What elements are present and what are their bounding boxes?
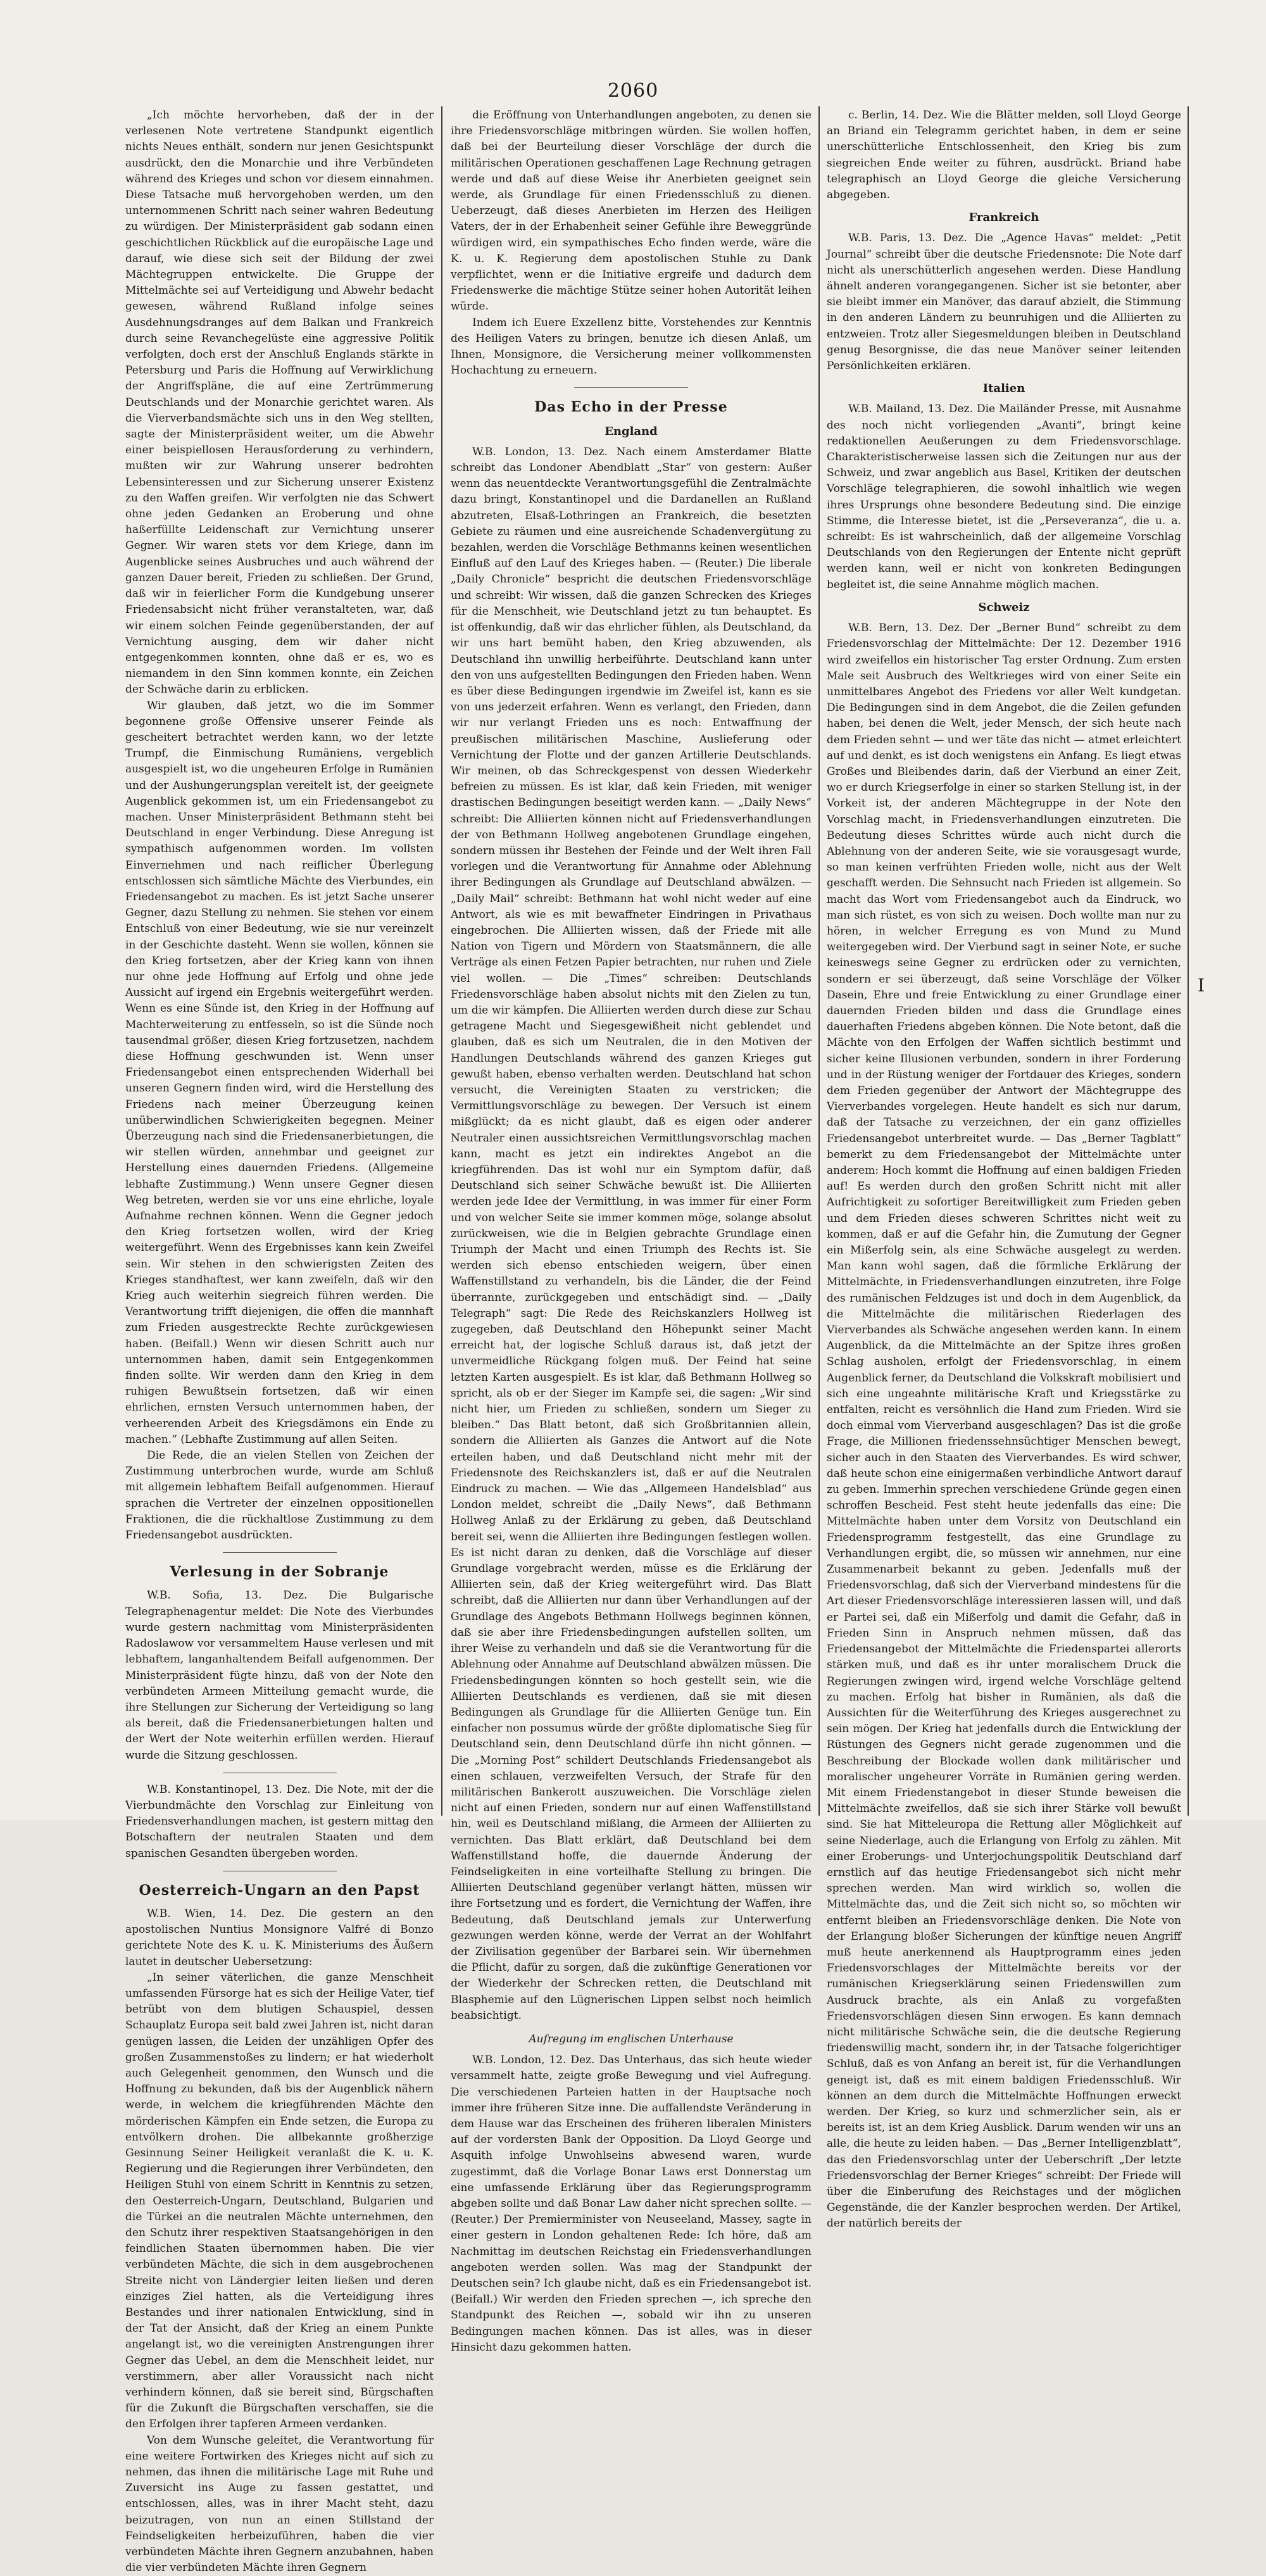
sobranje-paragraph-1: W.B. Sofia, 13. Dez. Die Bulgarische Telegraphenagentur meldet: Die Note des Vierbundes wurde gestern nachmittag vom Ministerpräsidenten Radoslawow vor versammeltem Hause verlesen und mit lebhaftem, langanhaltendem Beifall aufgenommen. Der Ministerpräsident fügte hinzu, daß von der Note den verbündeten Armeen Mitteilung gemacht wurde, die ihre Stellungen zur Sicherung der Verteidigung so lang als bereit, daß die Friedensanerbietungen halten und der Wert der Note weiterhin erfüllen werden. Hierauf wurde die Sitzung geschlossen.	[125, 1589, 434, 1762]
subhead-schweiz: Schweiz	[978, 600, 1030, 614]
column-1	[125, 108, 434, 2575]
section-divider	[574, 387, 688, 388]
papst-paragraph-3: Von dem Wunsche geleitet, die Verantwortung für eine weitere Fortwirken des Krieges nicht auf sich zu nehmen, das ihnen die militärische Lage mit Ruhe und Zuversicht ins Auge zu fassen gestattet, und entschlossen, alles, was in ihrer Macht steht, dazu beizutragen, von nun an einen Stillstand der Feindseligkeiten herbeizuführen, haben die vier verbündeten Mächte ihren Gegnern anzubahnen, haben die vier verbündeten Mächte ihren Gegnern	[125, 2434, 434, 2575]
column-2	[451, 108, 812, 2354]
england-paragraph: W.B. London, 13. Dez. Nach einem Amsterdamer Blatte schreibt das Londoner Abendblatt „Star“ von gestern: Außer wenn das neuentdeckte Verantwortungsgefühl die Zentralmächte dazu bringt, Konstantinopel und die Dardanellen an Rußland abzutreten, Elsaß-Lothringen an Frankreich, die besetzten Gebiete zu räumen und eine ausreichende Schadenvergütung zu bezahlen, werden die Vorschläge Bethmanns keinen wesentlichen Einfluß auf den Lauf des Krieges haben. — (Reuter.) Die liberale „Daily Chronicle“ bespricht die deutschen Friedensvorschläge und schreibt: Wir wissen, daß die ganzen Schrecken des Krieges für die Menschheit, wie Deutschland jetzt zu tun behauptet. Es ist offenkundig, daß wir das ehrlicher fühlen, als Deutschland, da wir uns hart bemüht haben, den Krieg abzuwenden, als Deutschland ihn unwillig herbeiführte. Deutschland kann unter den von uns aufgestellten Bedingungen den Frieden haben. Wenn es über diese Bedingungen irgendwie im Zweifel ist, kann es sie von uns jederzeit erfahren. Wenn es verlangt, den Frieden, dann wir nur verlangt Frieden uns es noch: Entwaffnung der preußischen militärischen Maschine, Auslieferung oder Vernichtung der Flotte und der ganzen Artillerie Deutschlands. Wir meinen, ob das Schreckgespenst von dessen Wiederkehr befreien zu müssen. Es ist klar, daß kein Frieden, mit weniger drastischen Bedingungen beseitigt werden kann. — „Daily News“ schreibt: Die Alliierten können nicht auf Friedensverhandlungen der von Bethmann Hollweg angebotenen Grundlage eingehen, sondern müssen ihr Bestehen der Feinde und der Welt ihren Fall vorlegen und die Verantwortung für Annahme oder Ablehnung ihrer Bedingungen als Grundlage auf Deutschland abwälzen. — „Daily Mail“ schreibt: Bethmann hat wohl nicht weder auf eine Antwort, als wie es mit bewaffneter Eindringen in Privathaus eingebrochen. Die Alliierten wissen, daß der Friede mit alle Nation von Tigern und Mördern von Staatsmännern, die alle Verträge als einen Fetzen Papier betrachten, nur ruhen und Ziele viel wollen. — Die „Times“ schreiben: Deutschlands Friedensvorschläge haben absolut nichts mit den Zielen zu tun, um die wir kämpfen. Die Alliierten werden durch diese zur Schau getragene Macht und Siegesgewißheit nicht geblendet und glauben, daß es sich um Neutralen, die in den Motiven der Handlungen Deutschlands während des ganzen Krieges gut gewußt haben, ebenso verhalten werden. Deutschland hat schon versucht, die Vereinigten Staaten zu verstricken; die Vermittlungsvorschläge zu bewegen. Der Versuch ist einem mißglückt; da es nicht glaubt, daß es eigen oder anderer Neutraler einen aussichtsreichen Vermittlungsvorschlag machen kann, macht es jetzt ein indirektes Angebot an die kriegführenden. Das ist wohl nur ein Symptom dafür, daß Deutschland sich seiner Schwäche bewußt ist. Die Alliierten werden jede Idee der Vermittlung, in was immer für einer Form und von welcher Seite sie immer kommen möge, solange absolut zurückweisen, wie die in Belgien gebrachte Grundlage einen Triumph der Macht und einen Triumph des Rechts ist. Sie werden sich ebenso entschieden weigern, über einen Waffenstillstand zu verhandeln, bis die Länder, die der Feind überrannte, zurückgegeben und entschädigt sind. — „Daily Telegraph“ sagt: Die Rede des Reichskanzlers Hollweg ist zugegeben, daß Deutschland den Höhepunkt seiner Macht erreicht hat, der logische Schluß daraus ist, daß jetzt der unvermeidliche Rückgang folgen muß. Der Feind hat seine letzten Karten ausgespielt. Es ist klar, daß Bethmann Hollweg so spricht, als ob er der Sieger im Kampfe sei, die sagen: „Wir sind nicht hier, um Frieden zu schließen, sondern um Sieger zu bleiben.“ Das Blatt betont, daß sich Großbritannien allein, sondern die Alliierten als Ganzes die Antwort auf die Note erteilen haben, und daß Deutschland nicht mehr mit der Friedensnote des Reichskanzlers ist, daß er auf die Neutralen Eindruck zu machen. — Wie das „Allgemeen Handelsblad“ aus London meldet, schreibt die „Daily News“, daß Bethmann Hollweg Anlaß zu der Erklärung zu geben, daß Deutschland bereit sei, wenn die Alliierten ihre Bedingungen festlegen wollen. Es ist nicht daran zu denken, daß die Vorschläge auf dieser Grundlage vorgebracht werden, müsse es die Erklärung der Alliierten sein, daß der Krieg weitergeführt wird. Das Blatt schreibt, daß die Alliierten nur dann über Verhandlungen auf der Grundlage des Angebots Bethmann Hollwegs beginnen können, daß sie aber ihre Friedensbedingungen aufstellen sollten, um ihrer Weise zu verhandeln und daß sie die Verantwortung für die Ablehnung oder Annahme auf Deutschland abwälzen müssen. Die Friedensbedingungen könnten so hoch gestellt sein, wie die Alliierten Deutschlands es verdienen, daß sie mit diesen Bedingungen als Grundlage für die Alliierten Genüge tun. Ein einfacher non possumus würde der größte diplomatische Sieg für Deutschland sein, denn Deutschland dürfe ihn nicht gönnen. — Die „Morning Post“ schildert Deutschlands Friedensangebot als einen schlauen, verzweifelten Versuch, der Strafe für den militärischen Bankerott auszuweichen. Die Vorschläge zielen nicht auf einen Frieden, sondern nur auf einen Waffenstillstand hin, weil es Deutschland mißlang, die Armeen der Alliierten zu vernichten. Das Blatt erklärt, daß Deutschland bei dem Waffenstillstand hoffe, die dauernde Änderung der Feindseligkeiten in eine vorteilhafte Stellung zu bringen. Die Alliierten Deutschland gegenüber verlangt hätten, müssen wir ihre Fortsetzung und es fordert, die Vernichtung der Waffen, ihre Bedeutung, daß Deutschland jemals zur Unterwerfung gezwungen werden könne, werde der Verrat an der Wohlfahrt der Zivilisation gegenüber der Barbarei sein. Wir übernehmen die Pflicht, dafür zu sorgen, daß die zukünftige Generationen vor der Wiederkehr der Schrecken retten, die Deutschland mit Blasphemie auf den Lügnerischen Lippen selbst noch heimlich beabsichtigt.	[451, 445, 812, 2022]
column-rule-right	[818, 106, 820, 1816]
speech-paragraph-2: Wir glauben, daß jetzt, wo die im Sommer begonnene große Offensive unserer Feinde als gescheitert betrachtet werden kann, wo der letzte Trumpf, die Einmischung Rumäniens, vergeblich ausgespielt ist, wo die ungeheuren Erfolge in Rumänien und der Aushungerungsplan vereitelt ist, der geeignete Augenblick gekommen ist, um ein Friedensangebot zu machen. Unser Ministerpräsident Bethmann steht bei Deutschland in enger Verbindung. Diese Anregung ist sympathisch aufgenommen worden. Im vollsten Einvernehmen und nach reiflicher Überlegung entschlossen sich sämtliche Mächte des Vierbundes, ein Friedensangebot zu machen. Es ist jetzt Sache unserer Gegner, dazu Stellung zu nehmen. Sie stehen vor einem Entschluß von einer Bedeutung, wie sie nur vereinzelt in der Geschichte dasteht. Wenn sie wollen, können sie den Krieg fortsetzen, aber der Krieg kann von ihnen nur ohne jede Hoffnung auf Erfolg und ohne jede Aussicht auf irgend ein Ergebnis weitergeführt werden. Wenn es eine Sünde ist, den Krieg in der Hoffnung auf Machterweiterung zu entfesseln, so ist die Sünde noch tausendmal größer, diesen Krieg fortzusetzen, nachdem diese Hoffnung geschwunden ist. Wenn unser Friedensangebot einen entsprechenden Widerhall bei unseren Gegnern finden wird, wird die Herstellung des Friedens nach meiner Überzeugung keinen unüberwindlichen Schwierigkeiten begegnen. Meiner Überzeugung nach sind die Friedensanerbietungen, die wir stellen würden, annehmbar und geeignet zur Herstellung eines dauernden Friedens. (Allgemeine lebhafte Zustimmung.) Wenn unsere Gegner diesen Weg betreten, werden sie vor uns eine ehrliche, loyale Aufnahme rechnen können. Wenn die Gegner jedoch den Krieg fortsetzen wollen, wird der Krieg weitergeführt. Wenn des Ergebnisses kann kein Zweifel sein. Wir stehen in den schwierigsten Zeiten des Krieges standhaftest, wer kann zweifeln, daß wir den Krieg auch weiterhin siegreich führen werden. Die Verantwortung trifft diejenigen, die offen die mannhaft zum Frieden ausgestreckte Rechte zurückgewiesen haben. (Beifall.) Wenn wir diesen Schritt auch nur unternommen haben, damit sein Entgegenkommen finden sollte. Wir werden dann den Krieg in dem ruhigen Bewußtsein fortsetzen, daß wir einen ehrlichen, ernsten Versuch unternommen haben, der verheerenden Arbeit des Kriegsdämons ein Ende zu machen.“ (Lebhafte Zustimmung auf allen Seiten.	[125, 699, 434, 1446]
subhead-england: England	[605, 424, 658, 438]
speech-paragraph-3: Die Rede, die an vielen Stellen von Zeichen der Zustimmung unterbrochen wurde, wurde am Schluß mit allgemein lebhaftem Beifall aufgenommen. Hierauf sprachen die Vertreter der einzelnen oppositionellen Fraktionen, die die rückhaltlose Zustimmung zu dem Friedensangebot ausdrückten.	[125, 1449, 434, 1542]
margin-mark: I	[1198, 975, 1205, 996]
headline-echo-presse: Das Echo in der Presse	[534, 399, 728, 416]
outer-edge-rule	[1188, 106, 1189, 1816]
papst-continued-paragraph: die Eröffnung von Unterhandlungen angeboten, zu denen sie ihre Friedensvorschläge mitbringen würden. Sie wollen hoffen, daß bei der Beurteilung dieser Vorschläge der durch die militärischen Operationen geschaffenen Lage Rechnung getragen werde und daß auf diese Weise ihr Anerbieten geeignet sein werde, als Grundlage für einen Friedensschluß zu dienen. Ueberzeugt, daß dieses Anerbieten im Herzen des Heiligen Vaters, der in der Erhabenheit seiner Gefühle ihre Beweggründe würdigen wird, ein sympathisches Echo finden werde, wäre die K. u. K. Regierung dem apostolischen Stuhle zu Dank verpflichtet, wenn er die Initiative ergreife und dadurch dem Friedenswerke die mächtige Stütze seiner hohen Autorität leihen würde.	[451, 109, 812, 313]
berlin-paragraph: c. Berlin, 14. Dez. Wie die Blätter melden, soll Lloyd George an Briand ein Telegramm gerichtet haben, in dem er seine unerschütterliche Entschlossenheit, den Krieg bis zum siegreichen Ende weiter zu führen, ausdrückt. Briand habe telegraphisch an Lloyd George die gleiche Versicherung abgegeben.	[827, 109, 1181, 202]
headline-sobranje: Verlesung in der Sobranje	[170, 1564, 389, 1581]
italien-paragraph: W.B. Mailand, 13. Dez. Die Mailänder Presse, mit Ausnahme des noch nicht vorliegenden „Avanti“, bringt keine redaktionellen Aeußerungen zu dem Friedensvorschlage. Charakteristischerweise lassen sich die Zeitungen nur aus der Schweiz, und zwar angeblich aus Basel, Kritiken der deutschen Vorschläge telegraphieren, die sowohl inhaltlich wie wegen ihres Ursprungs ohne besondere Bedeutung sind. Die einzige Stimme, die Interesse bietet, ist die „Perseveranza“, die u. a. schreibt: Es ist wahrscheinlich, daß der allgemeine Vorschlag Deutschlands von den Regierungen der Entente nicht geprüft werden kann, weil er nicht von konkreten Bedingungen begleitet ist, die seine Annahme möglich machen.	[827, 403, 1181, 591]
papst-closing-paragraph: Indem ich Euere Exzellenz bitte, Vorstehendes zur Kenntnis des Heiligen Vaters zu bringen, benutze ich diesen Anlaß, um Ihnen, Monsignore, die Versicherung meiner vollkommensten Hochachtung zu erneuern.	[451, 316, 812, 377]
subhead-frankreich: Frankreich	[968, 211, 1039, 225]
papst-paragraph-2: „In seiner väterlichen, die ganze Menschheit umfassenden Fürsorge hat es sich der Heilige Vater, tief betrübt von dem blutigen Schauspiel, dessen Schauplatz Europa seit bald zwei Jahren ist, nicht daran genügen lassen, die Leiden der unzähligen Opfer des großen Zusammenstoßes zu lindern; er hat wiederholt auch Gelegenheit genommen, den Wunsch und die Hoffnung zu bekunden, daß bis der Augenblick nähern werde, in welchem die kriegführenden Mächte den mörderischen Kämpfen ein Ende setzen, die Europa zu entvölkern drohen. Die allbekannte großherzige Gesinnung Seiner Heiligkeit veranlaßt die K. u. K. Regierung und die Regierungen ihrer Verbündeten, den Heiligen Stuhl von einem Schritt in Kenntnis zu setzen, den Oesterreich-Ungarn, Deutschland, Bulgarien und die Türkei an die neutralen Mächte unternehmen, den den Schutz ihrer respektiven Staatsangehörigen in den feindlichen Staaten übernommen haben. Die vier verbündeten Mächte, die sich in dem ausgebrochenen Streite nicht von Ländergier leiten ließen und deren einziges Ziel hatten, als die Verteidigung ihres Bestandes und ihrer nationalen Entwicklung, sind in der Tat der Ansicht, daß der Krieg an einem Punkte angelangt ist, wo die vereinigten Anstrengungen ihrer Gegner das Uebel, an dem die Menschheit leidet, nur verstimmern, aber aller Voraussicht nach nicht verhindern können, daß sie bereit sind, Bürgschaften für die Zukunft die Bürgschaften verschaffen, sie die den Erfolgen ihrer tapferen Armeen verdanken.	[125, 1971, 434, 2431]
unterhaus-paragraph: W.B. London, 12. Dez. Das Unterhaus, das sich heute wieder versammelt hatte, zeigte große Bewegung und viel Aufregung. Die verschiedenen Parteien hatten in der Hauptsache noch immer ihre früheren Sitze inne. Die auffallendste Veränderung in dem Hause war das Erscheinen des früheren liberalen Ministers auf der vordersten Bank der Opposition. Da Lloyd George und Asquith infolge Unwohlseins abwesend waren, wurde zugestimmt, daß die Vorlage Bonar Laws erst Donnerstag um eine umfassende Erklärung über das Regierungsprogramm abgeben sollte und daß Bonar Law daher nicht sprechen sollte. — (Reuter.) Der Premierminister von Neuseeland, Massey, sagte in einer gestern in London gehaltenen Rede: Ich höre, daß am Nachmittag im deutschen Reichstag ein Friedensverhandlungen angeboten werden sollen. Was mag der Standpunkt der Deutschen sein? Ich glaube nicht, daß es ein Friedensangebot ist. (Beifall.) Wir werden den Frieden sprechen —, ich spreche den Standpunkt des Reichen —, sobald wir ihn zu unseren Bedingungen machen können. Das ist alles, was in dieser Hinsicht dazu gekommen hatten.	[451, 2054, 812, 2354]
papst-paragraph-1: W.B. Wien, 14. Dez. Die gestern an den apostolischen Nuntius Monsignore Valfré di Bonzo gerichtete Note des K. u. K. Ministeriums des Äußern lautet in deutscher Uebersetzung:	[125, 1907, 434, 1968]
subhead-italien: Italien	[982, 382, 1025, 396]
page-number: 2060	[607, 80, 659, 102]
column-3	[827, 108, 1181, 2230]
frankreich-paragraph: W.B. Paris, 13. Dez. Die „Agence Havas“ meldet: „Petit Journal“ schreibt über die deutsche Friedensnote: Die Note darf nicht als unerschütterlich angesehen werden. Diese Handlung ähnelt anderen vorangegangenen. Sicher ist sie betonter, aber sie bleibt immer ein Manöver, das darauf abzielt, die Stimmung in den anderen Ländern zu beunruhigen und die Alliierten zu entzweien. Trotz aller Siegesmeldungen bleiben in Deutschland genug Besorgnisse, die das neue Manöver seiner leitenden Persönlichkeiten erklären.	[827, 232, 1181, 373]
speech-paragraph-1: „Ich möchte hervorheben, daß der in der verlesenen Note vertretene Standpunkt eigentlich nichts Neues enthält, sondern nur jenen Gesichtspunkt ausdrückt, den die Monarchie und ihre Verbündeten während des Krieges und schon vor diesem einnahmen. Diese Tatsache muß hervorgehoben werden, um den unternommenen Schritt nach seiner wahren Bedeutung zu würdigen. Der Ministerpräsident gab sodann einen geschichtlichen Rückblick auf die europäische Lage und darauf, wie diese sich seit der Bildung der zwei Mächtegruppen entwickelte. Die Gruppe der Mittelmächte sei auf Verteidigung und Abwehr bedacht gewesen, während Rußland infolge seines Ausdehnungsdranges auf dem Balkan und Frankreich durch seine Revanchegelüste eine aggressive Politik verfolgten, doch erst der Anschluß Englands stärkte in Petersburg und Paris die Hoffnung auf Verwirklichung der Angriffspläne, die auf eine Zertrümmerung Deutschlands und der Monarchie gerichtet waren. Als die Vierverbandsmächte sich uns in den Weg stellten, sagte der Ministerpräsident weiter, um die Abwehr einer beispiellosen Herausforderung zu verhindern, mußten wir zur Wahrung unserer bedrohten Lebensinteressen und zur Sicherung unserer Existenz zu den Waffen greifen. Wir verfolgten nie das Schwert ohne jeden Gedanken an Eroberung und ohne haßerfüllte Leidenschaft zur Vernichtung unserer Gegner. Wir waren stets vor dem Kriege, dann im Augenblicke seines Ausbruches und auch während der ganzen Dauer bereit, Frieden zu schließen. Der Grund, daß wir in feierlicher Form die Kundgebung unserer Friedensabsicht nicht früher veranstalteten, war, daß wir einem solchen Feinde gegenüberstanden, der auf Vernichtung ausging, dem wir daher nicht entgegenkommen konnten, ohne daß er es, wo es niemandem in den Sinn kommen konnte, ein Zeichen der Schwäche darin zu erblicken.	[125, 109, 434, 696]
subhead-unterhaus: Aufregung im englischen Unterhause	[529, 2032, 734, 2045]
column-rule-left	[441, 106, 442, 1816]
schweiz-paragraph: W.B. Bern, 13. Dez. Der „Berner Bund“ schreibt zu dem Friedensvorschlag der Mittelmächte: Der 12. Dezember 1916 wird zweifellos ein historischer Tag erster Ordnung. Zum ersten Male seit Ausbruch des Weltkrieges wird von einer Seite ein unmittelbares Angebot des Friedens vor aller Welt kundgetan. Die Bedingungen sind in dem Angebot, die die Zeilen gefunden haben, bei denen die Welt, jeder Mensch, der sich heute nach dem Frieden sehnt — und wer täte das nicht — atmet erleichtert auf und denkt, es ist doch wenigstens ein Anfang. Es liegt etwas Großes und Bleibendes darin, daß der Vierbund an einer Zeit, wo er durch Kriegserfolge in einer so starken Stellung ist, in der Vorkeit ist, der anderen Mächtegruppe in der Note den Vorschlag macht, in Friedensverhandlungen einzutreten. Die Bedeutung dieses Schrittes würde auch nicht durch die Ablehnung von der anderen Seite, wie sie vorausgesagt wurde, so man keinen verfrühten Frieden wolle, nicht aus der Welt geschafft werden. Die Sehnsucht nach Frieden ist allgemein. So macht das Wort vom Friedensangebot auch da Eindruck, wo man sich rüstet, es von sich zu weisen. Doch wollte man nur zu hören, in welcher Erregung es von Mund zu Mund weitergegeben wird. Der Vierbund sagt in seiner Note, er suche keineswegs seine Gegner zu erdrücken oder zu vernichten, sondern er sei überzeugt, daß seine Vorschläge der Völker Dasein, Ehre und freie Entwicklung zu einer Grundlage einer dauernden Frieden bilden und dass die Grundlage eines dauerhaften Friedens abgeben können. Die Note betont, daß die Mächte von den Erfolgen der Waffen sichtlich bestimmt und sicher keine Illusionen verbunden, sondern in ihrer Forderung und in der Rüstung weniger der Fortdauer des Krieges, sondern dem Frieden gegenüber der Antwort der Mächtegruppe des Vierverbandes vorgelegen. Heute handelt es sich nur darum, daß der Tatsache zu verzeichnen, der ein ganz offizielles Friedensangebot unterbreitet wurde. — Das „Berner Tagblatt“ bemerkt zu dem Friedensangebot der Mittelmächte unter anderem: Hoch kommt die Hoffnung auf einen baldigen Frieden auf! Es werden durch den großen Schritt nicht mit aller Aufrichtigkeit zu sofortiger Bereitwilligkeit zum Frieden geben und dem Frieden dieses schweren Schrittes nicht weit zu kommen, daß er auf die Gefahr hin, die Zumutung der Gegner ein Mißerfolg sein, als eine Schwäche ausgelegt zu werden. Man kann wohl sagen, daß die förmliche Erklärung der Mittelmächte, in Friedensverhandlungen einzutreten, ihre Folge des rumänischen Feldzuges ist und doch in dem Augenblick, da die Mittelmächte die militärischen Riederlagen des Vierverbandes als Schwäche angesehen werden kann. In einem Augenblick, da die Mittelmächte an der Spitze ihres großen Schlag ausholen, erfolgt der Friedensvorschlag, in einem Augenblick ferner, da Deutschland die Volkskraft mobilisiert und sich eine ungeahnte militärische Kraft und Kriegsstärke zu entfalten, reicht es versöhnlich die Hand zum Frieden. Wird sie doch einmal vom Vierverband ausgeschlagen? Das ist die große Frage, die Millionen friedenssehnsüchtiger Menschen bewegt, sicher auch in den Staaten des Vierverbandes. Es wird schwer, daß heute schon eine einigermaßen verbindliche Antwort darauf zu geben. Immerhin sprechen verschiedene Gründe gegen einen schroffen Bescheid. Fest steht heute jedenfalls das eine: Die Mittelmächte haben unter dem Vorsitz von Deutschland ein Friedensprogramm festgestellt, das eine Grundlage zu Verhandlungen ergibt, die, so müssen wir annehmen, nur eine Zusammenarbeit bekannt zu geben. Jedenfalls muß der Friedensvorschlag, daß sich der Vierverband mindestens für die Art dieser Friedensvorschläge interessieren lassen will, und daß er Partei sei, daß ein Mißerfolg und damit die Gefahr, daß in Frieden Sinn in Anspruch nehmen müssen, daß das Friedensangebot der Mittelmächte die Friedenspartei allerorts stärken muß, und daß es ihr unter moralischem Druck die Regierungen zwingen wird, irgend welche Vorschläge geltend zu machen. Erfolg hat bisher in Rumänien, als daß die Aussichten für die Weiterführung des Krieges ausgerechnet zu sein mögen. Der Krieg hat jedenfalls durch die Entwicklung der Rüstungen des Gegners nicht gerade zugenommen und die Beschreibung der Blockade wollen dank militärischer und moralischer ungeheurer Vorräte in Rumänien gering werden. Mit einem Friedenstangebot in dieser Stunde beweisen die Mittelmächte zweifellos, daß sie sich ihrer Stärke voll bewußt sind. Sie hat Mitteleuropa die Rettung aller Möglichkeit auf seine Niederlage, auch die Erlangung von Erfolg zu zählen. Mit einer Eroberungs- und Unterjochungspolitik Deutschland darf ernstlich auf das heutige Friedensangebot sich nicht mehr sprechen werden. Man wird wirklich so, wollen die Mittelmächte das, und die Zeit sich nicht so, so möchten wir entfernt bleiben an Friedensvorschläge denken. Die Note von der Erlangung bloßer Sicherungen der künftige neuen Angriff muß heute anerkennend als Hauptprogramm eines jeden Friedensvorschlages der Mittelmächte bereits vor der rumänischen Kriegserklärung seinen Friedenswillen zum Ausdruck brachte, als ein Anlaß zu vorgefaßten Friedensvorschlägen diesen Sinn erwogen. Es kann demnach nicht militärische Schwäche sein, die die deutsche Regierung friedenswillig macht, sondern ihr, in der Tatsache folgerichtiger Schluß, daß es von Anfang an bereit ist, für die Verhandlungen geneigt ist, daß es mit einem baldigen Friedensschluß. Wir können an dem durch die Mittelmächte Hoffnungen erweckt werden. Der Krieg, so kurz und schmerzlicher sein, als er bereits ist, ist an dem Krieg Ausblick. Darum wenden wir uns an alle, die heute zu leiden haben. — Das „Berner Intelligenzblatt“, das den Friedensvorschlag unter der Ueberschrift „Der letzte Friedensvorschlag der Berner Krieges“ schreibt: Der Friede will über die Einberufung des Reichstages und der möglichen Gegenstände, die der Kanzler besprochen werden. Der Artikel, der natürlich bereits der	[827, 622, 1181, 2230]
headline-papst: Oesterreich-Ungarn an den Papst	[139, 1882, 420, 1899]
sobranje-paragraph-2: W.B. Konstantinopel, 13. Dez. Die Note, mit der die Vierbundmächte den Vorschlag zur Einleitung von Friedensverhandlungen machen, ist gestern mittag den Botschaftern der neutralen Staaten und dem spanischen Gesandten übergeben worden.	[125, 1783, 434, 1860]
section-divider	[223, 1552, 337, 1553]
